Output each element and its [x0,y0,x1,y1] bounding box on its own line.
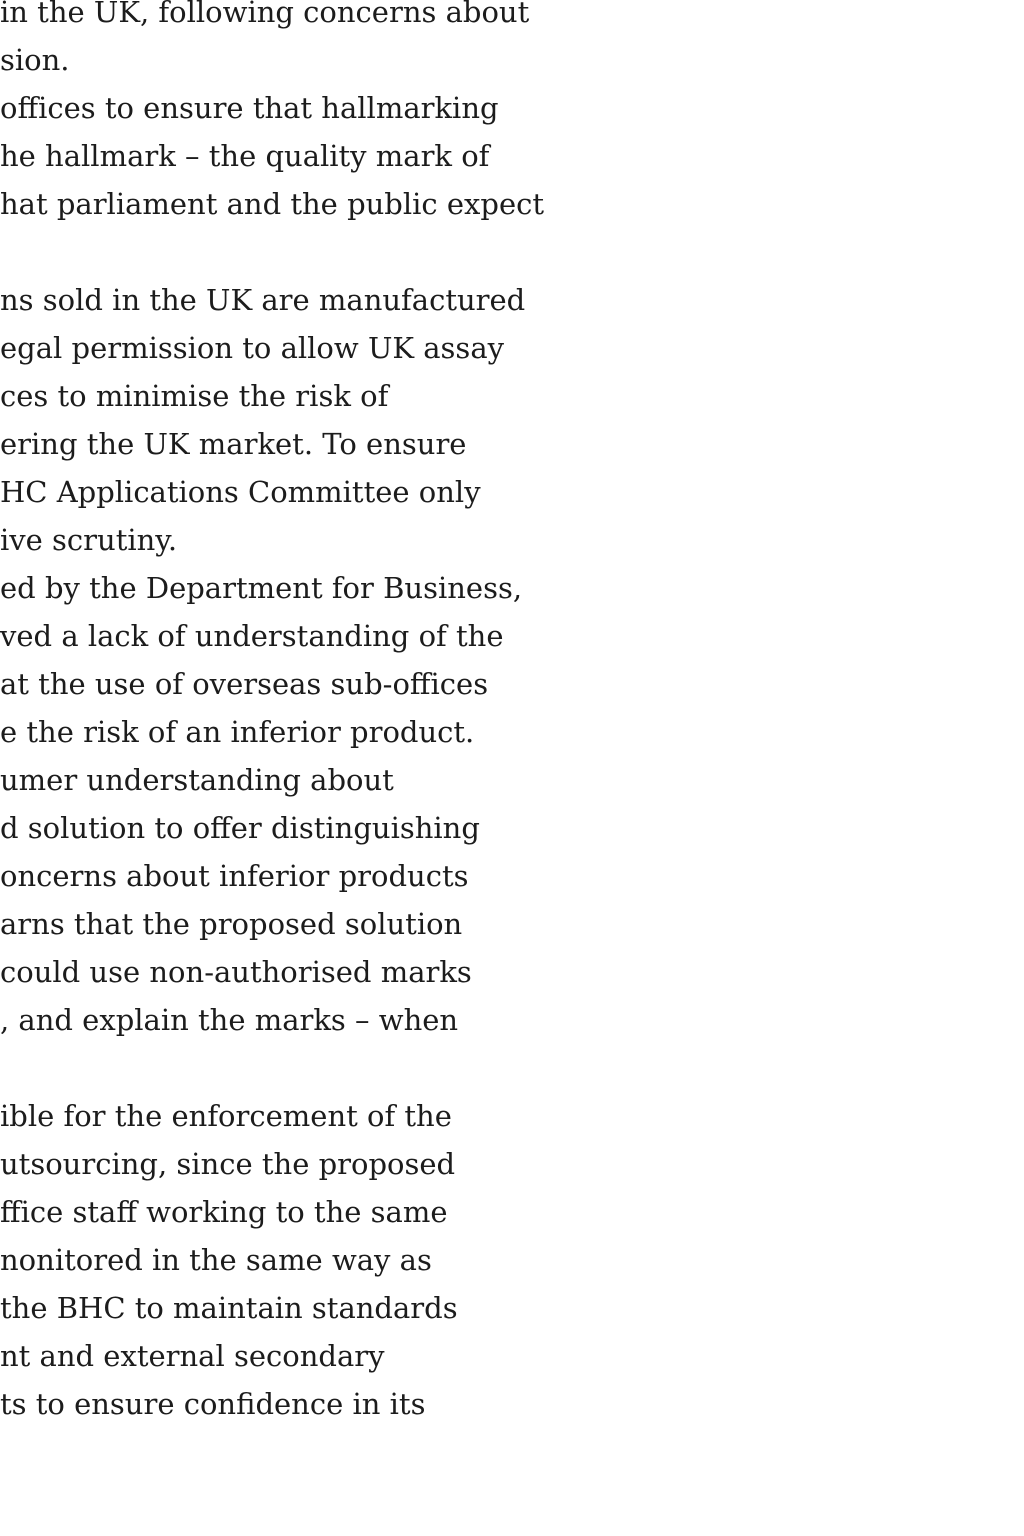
text-line: ible for the enforcement of the [0,1099,452,1133]
text-line: ed by the Department for Business, [0,571,523,605]
text-line: arns that the proposed solution [0,907,463,941]
text-line: in the UK, following concerns about [0,0,530,29]
text-line: could use non-authorised marks [0,955,472,989]
text-line: ts to ensure confidence in its [0,1387,426,1421]
text-line: umer understanding about [0,763,394,797]
text-line: ns sold in the UK are manufactured [0,283,526,317]
text-line: the BHC to maintain standards [0,1291,458,1325]
text-line: he hallmark – the quality mark of [0,139,490,173]
text-line: e the risk of an inferior product. [0,715,475,749]
text-line: nt and external secondary [0,1339,385,1373]
text-line: nonitored in the same way as [0,1243,432,1277]
text-line: egal permission to allow UK assay [0,331,504,365]
blank-line [0,228,570,276]
text-line: HC Applications Committee only [0,475,481,509]
text-line: at the use of overseas sub-offices [0,667,489,701]
text-line: sion. [0,43,70,77]
text-line: ffice staff working to the same [0,1195,448,1229]
text-line: offices to ensure that hallmarking [0,91,499,125]
text-line: utsourcing, since the proposed [0,1147,456,1181]
text-line: hat parliament and the public expect [0,187,545,221]
blank-line [0,1044,570,1092]
text-line: oncerns about inferior products [0,859,469,893]
text-line: ved a lack of understanding of the [0,619,504,653]
text-line: d solution to offer distinguishing [0,811,480,845]
text-line: ces to minimise the risk of [0,379,389,413]
text-line: ive scrutiny. [0,523,178,557]
text-line: , and explain the marks – when [0,1003,459,1037]
text-line: ering the UK market. To ensure [0,427,467,461]
